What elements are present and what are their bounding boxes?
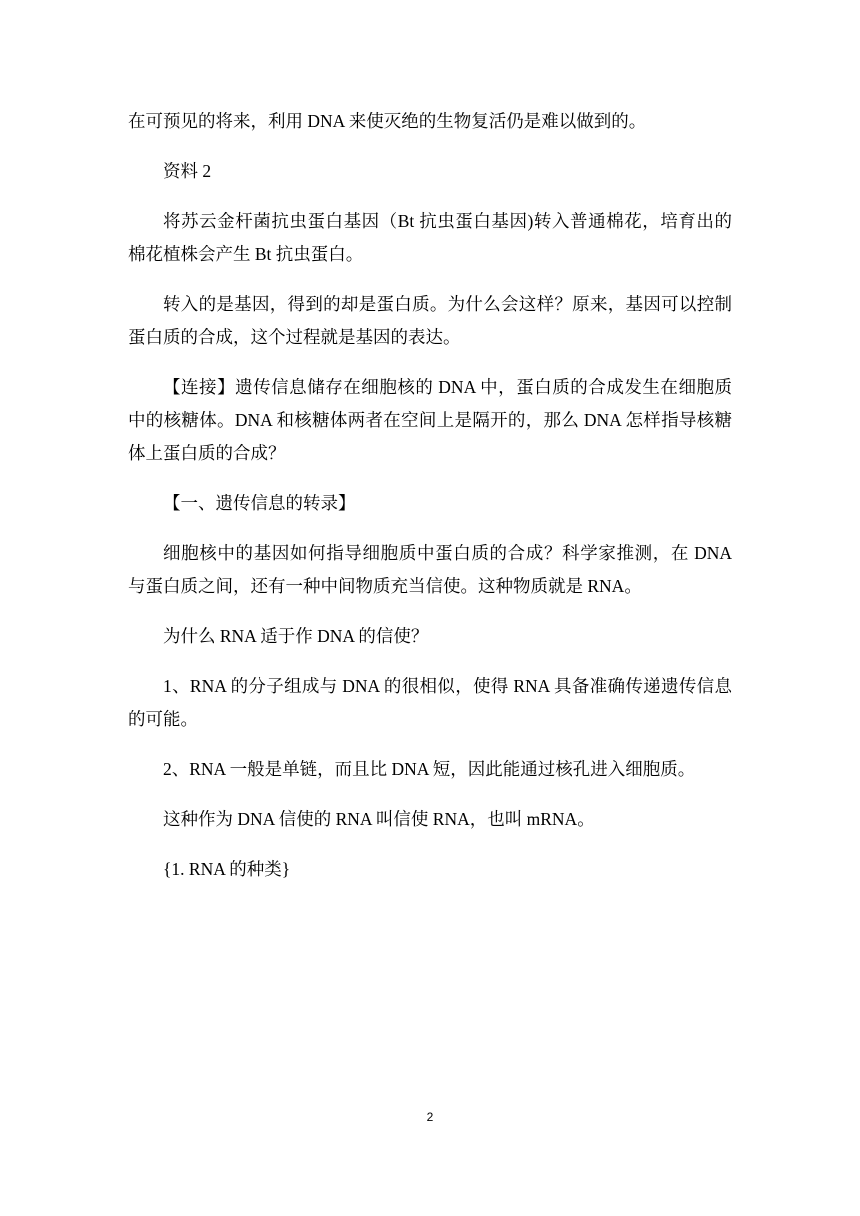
paragraph-why-rna: 为什么 RNA 适于作 DNA 的信使？ bbox=[163, 626, 429, 646]
paragraph-gene-expression: 转入的是基因，得到的却是蛋白质。为什么会这样？原来，基因可以控制蛋白质的合成，这个过程就是基因的表达。 bbox=[128, 294, 732, 347]
paragraph-bt-gene: 将苏云金杆菌抗虫蛋白基因（Bt 抗虫蛋白基因)转入普通棉花，培育出的棉花植株会产生 Bt 抗虫蛋白。 bbox=[128, 211, 732, 264]
paragraph-mrna: 这种作为 DNA 信使的 RNA 叫信使 RNA，也叫 mRNA。 bbox=[163, 809, 595, 829]
paragraph-rna-messenger: 细胞核中的基因如何指导细胞质中蛋白质的合成？科学家推测，在 DNA 与蛋白质之间，还有一种中间物质充当信使。这种物质就是 RNA。 bbox=[128, 543, 732, 596]
document-body bbox=[128, 105, 732, 903]
paragraph-connection: 【连接】遗传信息储存在细胞核的 DNA 中，蛋白质的合成发生在细胞质中的核糖体。DNA 和核糖体两者在空间上是隔开的，那么 DNA 怎样指导核糖体上蛋白质的合成？ bbox=[128, 377, 732, 463]
paragraph-reason-2: 2、RNA 一般是单链，而且比 DNA 短，因此能通过核孔进入细胞质。 bbox=[163, 759, 696, 779]
page-number: 2 bbox=[426, 1110, 434, 1124]
section-heading-transcription: 【一、遗传信息的转录】 bbox=[163, 493, 356, 513]
paragraph-reason-1: 1、RNA 的分子组成与 DNA 的很相似，使得 RNA 具备准确传递遗传信息的可能。 bbox=[128, 676, 732, 729]
paragraph-intro: 在可预见的将来，利用 DNA 来使灭绝的生物复活仍是难以做到的。 bbox=[128, 111, 647, 131]
paragraph-material-2-heading: 资料 2 bbox=[163, 161, 212, 181]
paragraph-rna-types: {1. RNA 的种类} bbox=[163, 859, 291, 879]
